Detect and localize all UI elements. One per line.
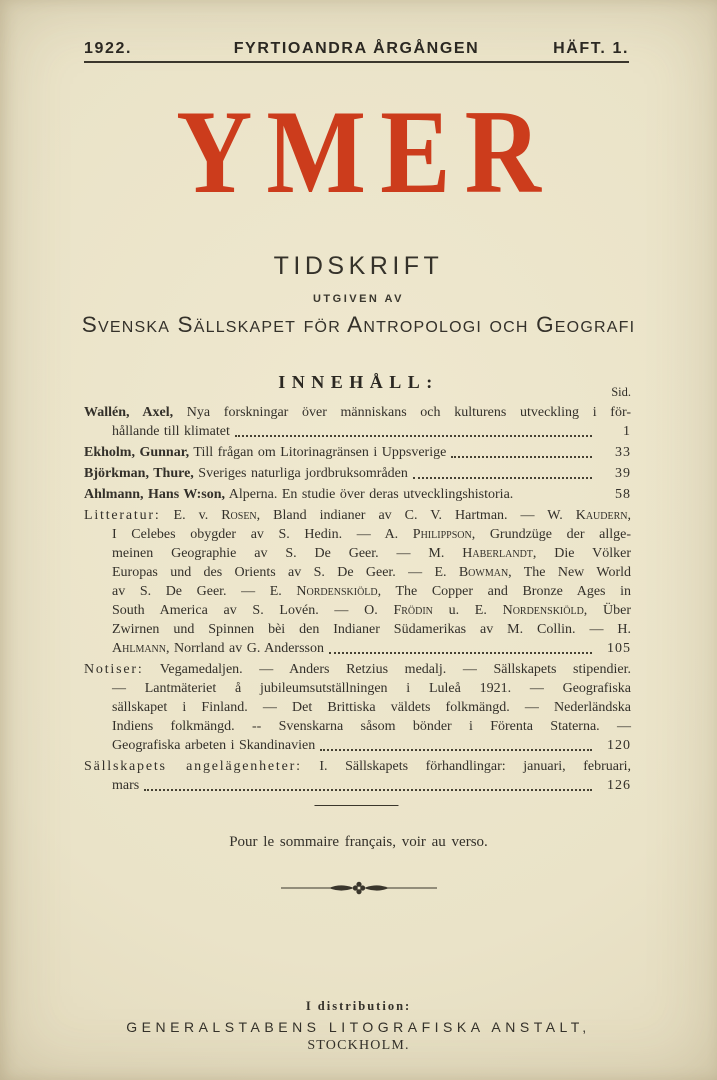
toc-line	[84, 776, 631, 795]
toc-text-segment: Indiens folkmängd. -- Svenskarna såsom bönder i Förenta Staterna. —	[112, 719, 631, 734]
page-number: 33	[615, 445, 631, 460]
toc-text-segment: Vegamedaljen. — Anders Retzius medalj. — Sällskapets stipendier.	[143, 662, 631, 677]
toc-text-segment: sällskapet i Finland. — Det Brittiska väldets folkmängd. — Nederländska	[112, 700, 631, 715]
toc-text	[112, 639, 324, 658]
toc-text	[112, 546, 631, 561]
ornament-divider	[279, 880, 439, 901]
toc-text	[112, 622, 631, 637]
toc-text	[84, 662, 631, 677]
toc-text	[84, 405, 631, 420]
toc-line	[84, 506, 631, 525]
table-of-contents	[84, 403, 631, 797]
toc-line	[84, 717, 631, 736]
toc-text	[84, 464, 408, 483]
toc-line	[84, 403, 631, 422]
toc-text	[84, 443, 446, 462]
toc-line	[84, 736, 631, 755]
toc-text-segment: mars	[112, 778, 140, 793]
toc-text-segment: Bowman	[458, 565, 509, 580]
toc-text-segment: , The New World	[508, 565, 631, 580]
toc-line	[84, 544, 631, 563]
printer-city: STOCKHOLM.	[307, 1038, 410, 1053]
toc-text-segment: Wallén, Axel,	[84, 405, 174, 420]
toc-line	[84, 601, 631, 620]
toc-end-rule	[314, 805, 398, 806]
society-name: Svenska Sällskapet för Antropologi och Geografi	[81, 312, 636, 337]
leader-dots	[451, 456, 592, 458]
toc-entry	[84, 506, 631, 658]
journal-subtitle: TIDSKRIFT	[273, 252, 444, 280]
page-column-label: Sid.	[611, 385, 631, 399]
toc-text-segment: ,	[627, 508, 631, 523]
masthead-issue: HÄFT. 1.	[553, 40, 629, 57]
printer-name: GENERALSTABENS LITOGRAFISKA ANSTALT,	[126, 1019, 591, 1035]
toc-line	[84, 485, 631, 504]
toc-text-segment: Litteratur:	[84, 508, 161, 523]
toc-text-segment: Nordenskiöld	[296, 584, 378, 599]
toc-text-segment: , Norrland av G. Andersson	[166, 641, 324, 656]
toc-text-segment: I Celebes obygder av S. Hedin. — A.	[112, 527, 413, 542]
toc-text-segment: Ekholm, Gunnar,	[84, 445, 190, 460]
toc-line	[84, 620, 631, 639]
toc-text-segment: Notiser:	[84, 662, 144, 677]
toc-entry	[84, 757, 631, 795]
toc-text-segment: Sällskapets angelägenheter:	[84, 759, 302, 774]
leader-dots	[144, 789, 592, 791]
toc-line	[84, 422, 631, 441]
toc-text-segment: , Über	[583, 603, 631, 618]
toc-line	[84, 757, 631, 776]
toc-text	[112, 422, 230, 441]
toc-text-segment: Rosen	[221, 508, 257, 523]
toc-text-segment: Till frågan om Litorinagränsen i Uppsverige	[189, 445, 447, 460]
toc-line	[84, 679, 631, 698]
toc-text	[112, 700, 631, 715]
page-number: 39	[615, 466, 631, 481]
toc-text-segment: Haberlandt	[462, 546, 533, 561]
toc-text	[112, 681, 631, 696]
toc-line	[84, 660, 631, 679]
leader-dots	[329, 652, 592, 654]
toc-text-segment: Nordenskiöld	[502, 603, 584, 618]
toc-text-segment: , Bland indianer av C. V. Hartman. — W.	[256, 508, 576, 523]
toc-entry	[84, 485, 631, 504]
toc-text-segment: u. E.	[432, 603, 503, 618]
page-number: 58	[615, 487, 631, 502]
toc-line	[84, 639, 631, 658]
toc-text	[112, 736, 315, 755]
toc-line	[84, 464, 631, 483]
toc-entry	[84, 403, 631, 441]
toc-text-segment: Zwirnen und Spinnen bèi den Indianer Südamerikas av M. Collin. — H.	[112, 622, 631, 637]
toc-text-segment: Europas und des Orients av S. De Geer. — E.	[112, 565, 459, 580]
toc-text-segment: Philippson	[412, 527, 472, 542]
toc-text	[84, 508, 631, 523]
toc-line	[84, 525, 631, 544]
toc-text-segment: I. Sällskapets förhandlingar: januari, februari,	[301, 759, 631, 774]
toc-text-segment: Alperna. En studie över deras utvecklingshistoria.	[225, 487, 514, 502]
toc-text-segment: — Lantmäteriet å jubileumsutställningen i Luleå 1921. — Geografiska	[112, 681, 631, 696]
toc-text	[112, 776, 139, 795]
toc-text-segment: Kaudern	[575, 508, 628, 523]
footer	[0, 999, 717, 1054]
toc-text	[112, 527, 631, 542]
toc-text	[112, 584, 631, 599]
toc-text	[84, 485, 513, 504]
toc-text-segment: meinen Geographie av S. De Geer. — M.	[112, 546, 463, 561]
toc-line	[84, 443, 631, 462]
toc-text-segment: Sveriges naturliga jordbruksområden	[193, 466, 408, 481]
page-number: 105	[607, 641, 631, 656]
toc-text-segment: Nya forskningar över människans och kulturens utveckling i för-	[173, 405, 631, 420]
toc-line	[84, 563, 631, 582]
toc-text-segment: av S. De Geer. — E.	[112, 584, 297, 599]
toc-text-segment: South America av S. Lovén. — O.	[112, 603, 394, 618]
page-number: 120	[607, 738, 631, 753]
toc-text-segment: hållande till klimatet	[112, 424, 230, 439]
toc-entry	[84, 464, 631, 483]
leader-dots	[235, 435, 592, 437]
published-by-label: UTGIVEN AV	[312, 293, 404, 305]
french-note: Pour le sommaire français, voir au verso.	[229, 834, 488, 850]
journal-title: YMER	[176, 85, 556, 218]
toc-text-segment: , Grundzüge der allge-	[471, 527, 631, 542]
masthead-rule	[84, 61, 629, 63]
page-number: 1	[623, 424, 631, 439]
masthead-volume: FYRTIOANDRA ÅRGÅNGEN	[233, 40, 480, 57]
toc-text	[112, 565, 631, 580]
toc-text-segment: E. v.	[160, 508, 222, 523]
toc-text-segment: , Die Völker	[532, 546, 631, 561]
toc-text-segment: Björkman, Thure,	[84, 466, 194, 481]
toc-heading: INNEHÅLL:	[278, 372, 439, 392]
leader-dots	[320, 749, 592, 751]
distribution-label: I distribution:	[305, 999, 412, 1013]
toc-text-segment: Ahlmann, Hans W:son,	[84, 487, 226, 502]
toc-entry	[84, 660, 631, 755]
toc-text	[112, 719, 631, 734]
toc-entry	[84, 443, 631, 462]
toc-text	[84, 759, 631, 774]
leader-dots	[413, 477, 592, 479]
page-number: 126	[607, 778, 631, 793]
masthead-year: 1922.	[84, 40, 133, 57]
toc-text	[112, 603, 631, 618]
toc-text-segment: , The Copper and Bronze Ages in	[377, 584, 631, 599]
toc-line	[84, 698, 631, 717]
toc-text-segment: Frödin	[393, 603, 433, 618]
toc-text-segment: Geografiska arbeten i Skandinavien	[112, 738, 316, 753]
toc-text-segment: Ahlmann	[112, 641, 166, 656]
toc-line	[84, 582, 631, 601]
